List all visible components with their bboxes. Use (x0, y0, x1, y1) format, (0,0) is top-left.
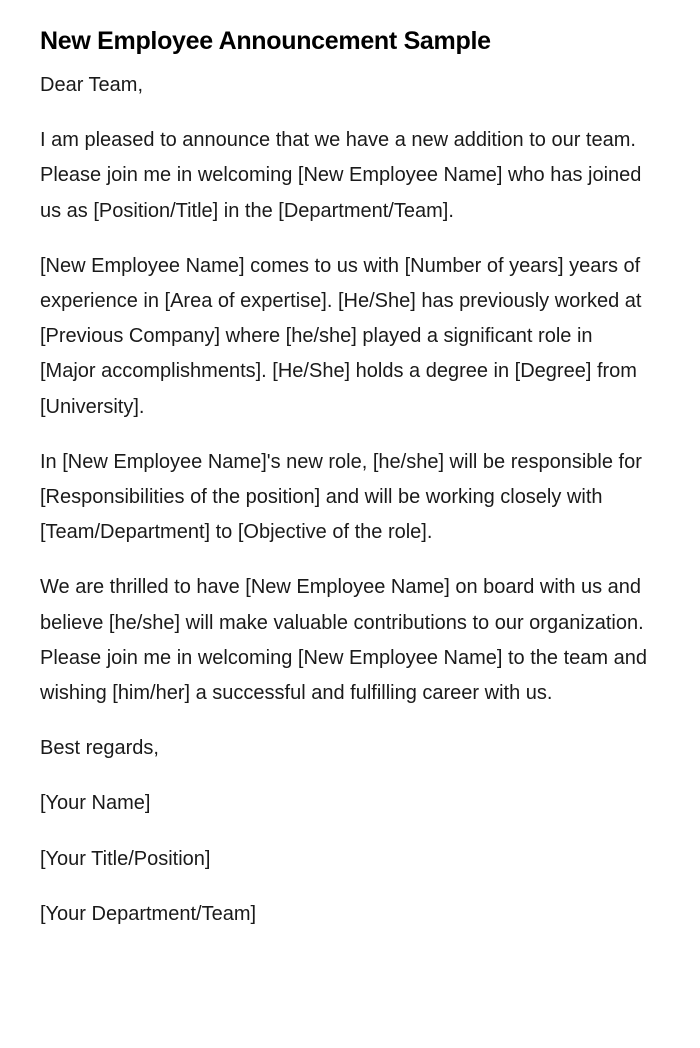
document (40, 24, 650, 952)
signature-title: [Your Title/Position] (40, 847, 211, 870)
signature-name: [Your Name] (40, 792, 151, 815)
paragraph-role: In [New Employee Name]'s new role, [he/she] will be responsible for [Responsibilities of the position] and will be working closely with [Team/Department] to [Objective of the role]. (40, 450, 642, 544)
paragraph-welcome: We are thrilled to have [New Employee Name] on board with us and believe [he/she] will make valuable contributions to our organization. Please join me in welcoming [New Employee Name] to the team and wishing [him/her] a successful and fulfilling career with us. (40, 576, 647, 705)
signature-department: [Your Department/Team] (40, 902, 257, 925)
paragraph-background: [New Employee Name] comes to us with [Number of years] years of experience in [Area of expertise]. [He/She] has previously worked at [Previous Company] where [he/she] played a significant role in [Major accomplishments]. [He/She] holds a degree in [Degree] from [University]. (40, 254, 642, 418)
paragraph-intro: I am pleased to announce that we have a new addition to our team. Please join me in welcoming [New Employee Name] who has joined us as [Position/Title] in the [Department/Team]. (40, 129, 642, 222)
greeting: Dear Team, (40, 74, 144, 96)
closing: Best regards, (40, 737, 159, 760)
document-title: New Employee Announcement Sample (40, 27, 491, 55)
